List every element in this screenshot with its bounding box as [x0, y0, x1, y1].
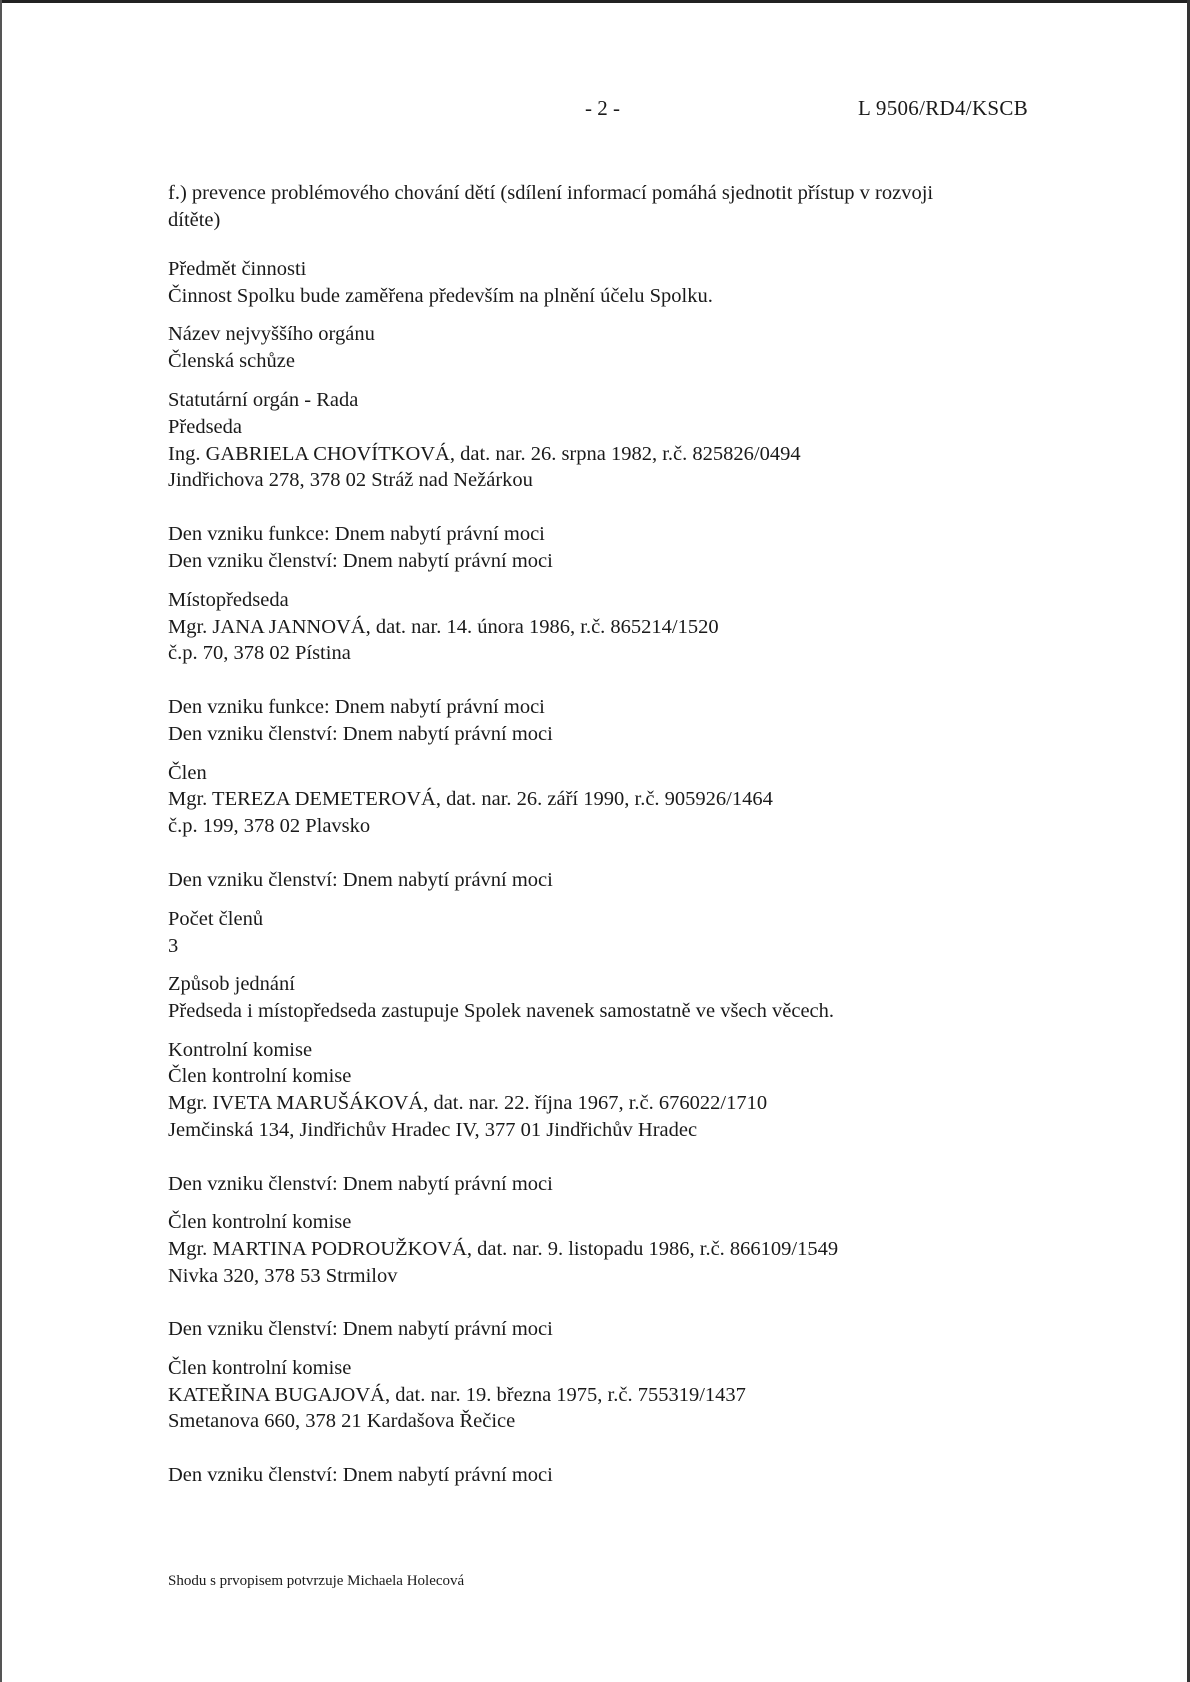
komise2-address: Nivka 320, 378 53 Strmilov [168, 1265, 398, 1287]
scan-edge-top [0, 0, 1190, 3]
komise2-clenstvi: Den vzniku členství: Dnem nabytí právní moci [168, 1318, 553, 1340]
pocet-label: Počet členů [168, 908, 264, 930]
komise3-address: Smetanova 660, 378 21 Kardašova Řečice [168, 1410, 516, 1432]
predseda-label: Předseda [168, 416, 243, 438]
zpusob-text: Předseda i místopředseda zastupuje Spolek navenek samostatně ve všech věcech. [168, 1000, 835, 1022]
komise1-label: Člen kontrolní komise [168, 1065, 352, 1087]
predmet-text: Činnost Spolku bude zaměřena především na plnění účelu Spolku. [168, 285, 713, 307]
statutarni-label: Statutární orgán - Rada [168, 389, 359, 411]
komise3-clenstvi: Den vzniku členství: Dnem nabytí právní moci [168, 1464, 553, 1486]
intro-line-1: f.) prevence problémového chování dětí (sdílení informací pomáhá sjednotit přístup v rozvoji [168, 182, 934, 204]
predseda-person: Ing. GABRIELA CHOVÍTKOVÁ, dat. nar. 26. srpna 1982, r.č. 825826/0494 [168, 443, 801, 465]
predseda-clenstvi: Den vzniku členství: Dnem nabytí právní moci [168, 550, 553, 572]
pocet-value: 3 [168, 935, 179, 957]
scan-edge-left [0, 0, 2, 1682]
komise2-label: Člen kontrolní komise [168, 1211, 352, 1233]
predseda-funkce: Den vzniku funkce: Dnem nabytí právní moci [168, 523, 545, 545]
page-number: - 2 - [585, 96, 620, 120]
mistopredseda-funkce: Den vzniku funkce: Dnem nabytí právní moci [168, 696, 545, 718]
zpusob-label: Způsob jednání [168, 973, 295, 995]
footer-certification: Shodu s prvopisem potvrzuje Michaela Holecová [168, 1573, 465, 1589]
komise3-person: KATEŘINA BUGAJOVÁ, dat. nar. 19. března 1975, r.č. 755319/1437 [168, 1384, 746, 1406]
clen-person: Mgr. TEREZA DEMETEROVÁ, dat. nar. 26. září 1990, r.č. 905926/1464 [168, 788, 773, 810]
predseda-address: Jindřichova 278, 378 02 Stráž nad Nežárkou [168, 469, 533, 491]
document-reference: L 9506/RD4/KSCB [858, 96, 1028, 120]
organ-label: Název nejvyššího orgánu [168, 323, 375, 345]
intro-line-2: dítěte) [168, 209, 221, 231]
komise2-person: Mgr. MARTINA PODROUŽKOVÁ, dat. nar. 9. listopadu 1986, r.č. 866109/1549 [168, 1238, 839, 1260]
predmet-label: Předmět činnosti [168, 258, 307, 280]
mistopredseda-label: Místopředseda [168, 589, 289, 611]
organ-value: Členská schůze [168, 350, 295, 372]
komise1-person: Mgr. IVETA MARUŠÁKOVÁ, dat. nar. 22. října 1967, r.č. 676022/1710 [168, 1092, 768, 1114]
mistopredseda-clenstvi: Den vzniku členství: Dnem nabytí právní moci [168, 723, 553, 745]
komise3-label: Člen kontrolní komise [168, 1357, 352, 1379]
komise1-address: Jemčinská 134, Jindřichův Hradec IV, 377 01 Jindřichův Hradec [168, 1119, 698, 1141]
komise1-clenstvi: Den vzniku členství: Dnem nabytí právní moci [168, 1173, 553, 1195]
mistopredseda-address: č.p. 70, 378 02 Pístina [168, 642, 351, 664]
komise-label: Kontrolní komise [168, 1039, 313, 1061]
clen-address: č.p. 199, 378 02 Plavsko [168, 815, 371, 837]
clen-clenstvi: Den vzniku členství: Dnem nabytí právní moci [168, 869, 553, 891]
clen-label: Člen [168, 762, 207, 784]
mistopredseda-person: Mgr. JANA JANNOVÁ, dat. nar. 14. února 1986, r.č. 865214/1520 [168, 616, 719, 638]
